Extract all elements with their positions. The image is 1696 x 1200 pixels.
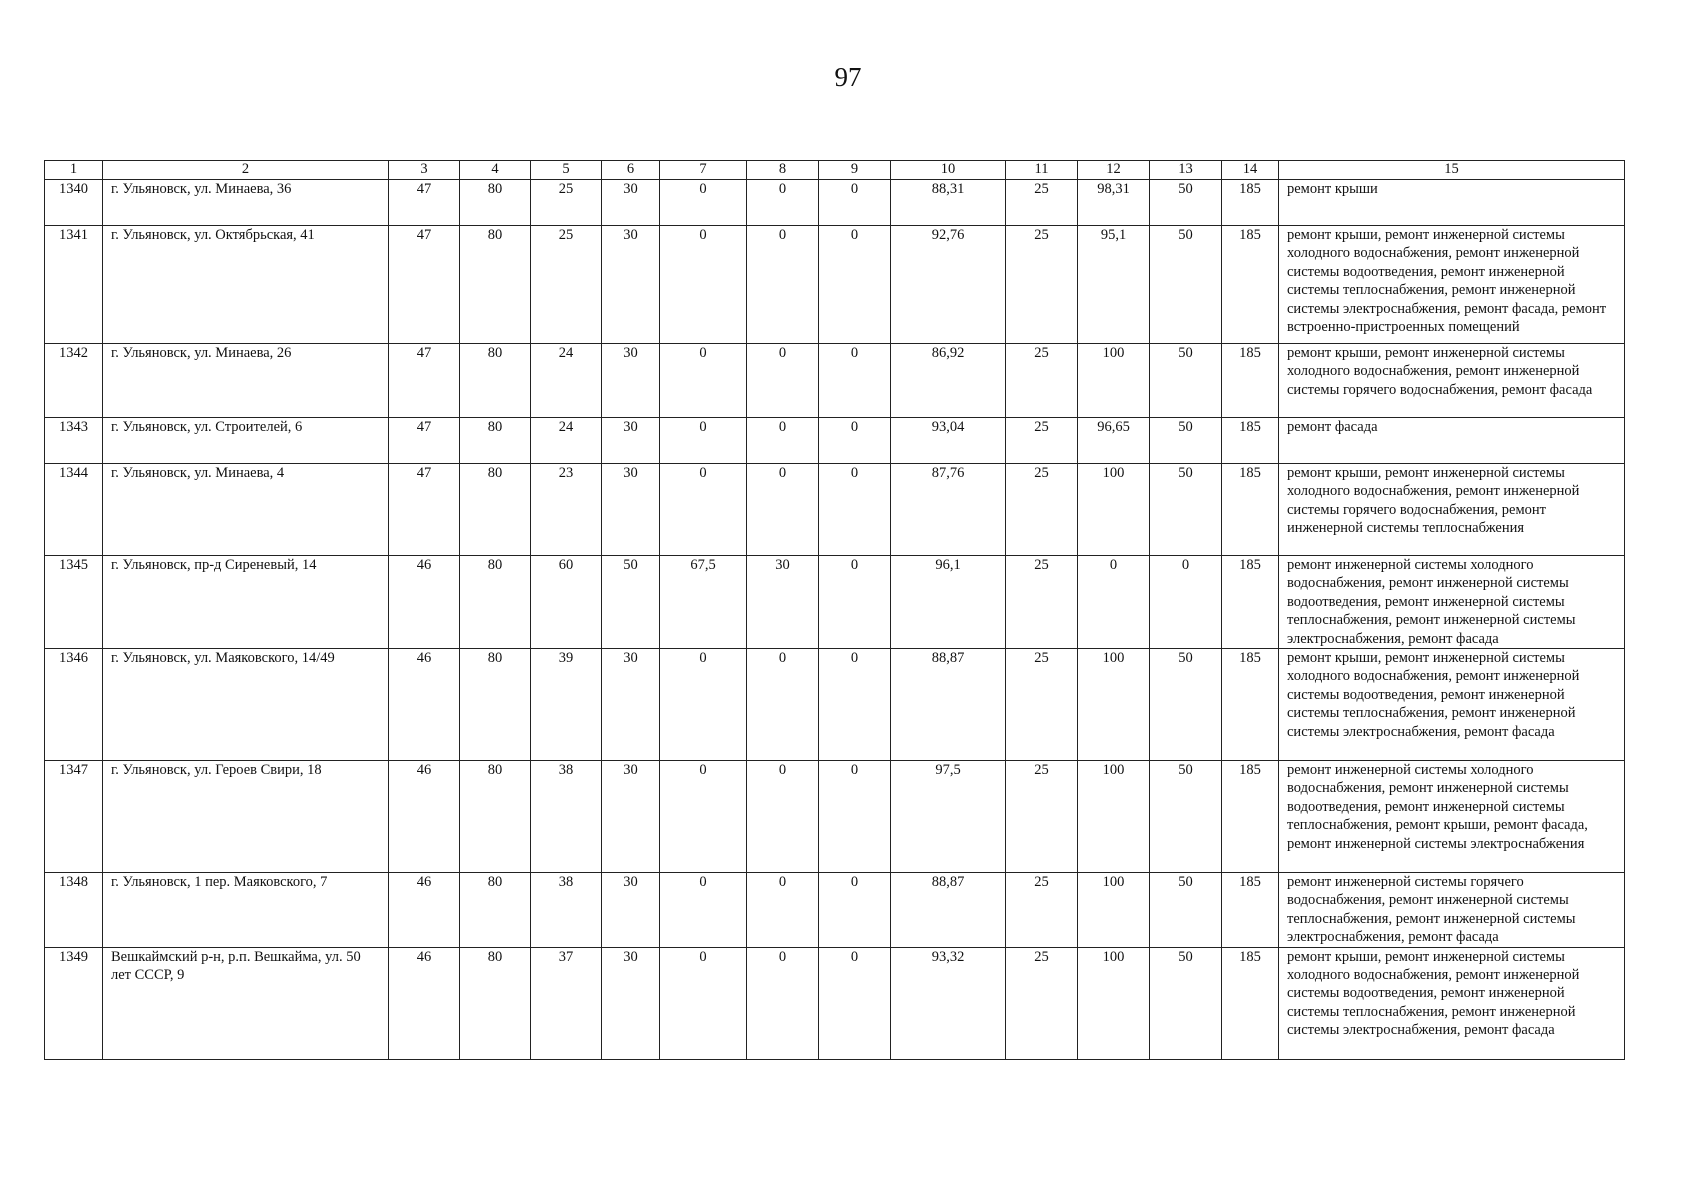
col-5-cell: 38 xyxy=(531,761,602,873)
col-10-cell: 93,32 xyxy=(891,947,1006,1059)
col-14-cell: 185 xyxy=(1222,761,1279,873)
row-number-cell: 1342 xyxy=(45,344,103,418)
col-3-cell: 47 xyxy=(389,418,460,464)
col-11-cell: 25 xyxy=(1006,873,1078,948)
col-6-cell: 50 xyxy=(602,556,660,649)
col-6-cell: 30 xyxy=(602,180,660,226)
col-12-cell: 100 xyxy=(1078,947,1150,1059)
col-10-cell: 96,1 xyxy=(891,556,1006,649)
col-12-cell: 100 xyxy=(1078,464,1150,556)
col-14-cell: 185 xyxy=(1222,649,1279,761)
column-header: 2 xyxy=(103,161,389,180)
works-list-cell: ремонт крыши, ремонт инженерной системы холодного водоснабжения, ремонт инженерной системы горячего водоснабжения, ремонт фасада xyxy=(1279,344,1625,418)
address-cell: г. Ульяновск, ул. Героев Свири, 18 xyxy=(103,761,389,873)
row-number-cell: 1346 xyxy=(45,649,103,761)
col-14-cell: 185 xyxy=(1222,947,1279,1059)
column-header: 10 xyxy=(891,161,1006,180)
row-number-cell: 1340 xyxy=(45,180,103,226)
table-row xyxy=(45,761,1625,873)
col-6-cell: 30 xyxy=(602,344,660,418)
column-header: 13 xyxy=(1150,161,1222,180)
col-7-cell: 0 xyxy=(660,873,747,948)
col-4-cell: 80 xyxy=(460,464,531,556)
table-row xyxy=(45,649,1625,761)
column-header: 9 xyxy=(819,161,891,180)
address-cell: г. Ульяновск, ул. Минаева, 26 xyxy=(103,344,389,418)
col-3-cell: 47 xyxy=(389,226,460,344)
col-14-cell: 185 xyxy=(1222,344,1279,418)
address-cell: г. Ульяновск, ул. Октябрьская, 41 xyxy=(103,226,389,344)
col-7-cell: 0 xyxy=(660,418,747,464)
col-8-cell: 0 xyxy=(747,464,819,556)
col-8-cell: 0 xyxy=(747,873,819,948)
col-4-cell: 80 xyxy=(460,873,531,948)
column-header: 3 xyxy=(389,161,460,180)
column-header: 5 xyxy=(531,161,602,180)
column-header: 6 xyxy=(602,161,660,180)
col-12-cell: 100 xyxy=(1078,649,1150,761)
table-row xyxy=(45,464,1625,556)
col-7-cell: 0 xyxy=(660,464,747,556)
col-9-cell: 0 xyxy=(819,761,891,873)
col-8-cell: 0 xyxy=(747,649,819,761)
col-5-cell: 25 xyxy=(531,226,602,344)
col-4-cell: 80 xyxy=(460,344,531,418)
column-header: 11 xyxy=(1006,161,1078,180)
col-10-cell: 87,76 xyxy=(891,464,1006,556)
column-header: 8 xyxy=(747,161,819,180)
col-4-cell: 80 xyxy=(460,418,531,464)
col-11-cell: 25 xyxy=(1006,418,1078,464)
row-number-cell: 1344 xyxy=(45,464,103,556)
col-11-cell: 25 xyxy=(1006,344,1078,418)
address-cell: г. Ульяновск, ул. Минаева, 36 xyxy=(103,180,389,226)
col-10-cell: 97,5 xyxy=(891,761,1006,873)
col-10-cell: 92,76 xyxy=(891,226,1006,344)
col-12-cell: 0 xyxy=(1078,556,1150,649)
row-number-cell: 1348 xyxy=(45,873,103,948)
row-number-cell: 1347 xyxy=(45,761,103,873)
col-13-cell: 50 xyxy=(1150,418,1222,464)
works-list-cell: ремонт фасада xyxy=(1279,418,1625,464)
col-5-cell: 23 xyxy=(531,464,602,556)
col-6-cell: 30 xyxy=(602,873,660,948)
col-6-cell: 30 xyxy=(602,761,660,873)
row-number-cell: 1345 xyxy=(45,556,103,649)
col-8-cell: 0 xyxy=(747,947,819,1059)
col-7-cell: 0 xyxy=(660,344,747,418)
col-13-cell: 50 xyxy=(1150,873,1222,948)
col-5-cell: 25 xyxy=(531,180,602,226)
col-13-cell: 50 xyxy=(1150,761,1222,873)
col-10-cell: 86,92 xyxy=(891,344,1006,418)
col-5-cell: 37 xyxy=(531,947,602,1059)
col-4-cell: 80 xyxy=(460,556,531,649)
col-3-cell: 46 xyxy=(389,649,460,761)
col-10-cell: 88,87 xyxy=(891,873,1006,948)
col-7-cell: 0 xyxy=(660,947,747,1059)
col-5-cell: 60 xyxy=(531,556,602,649)
col-5-cell: 38 xyxy=(531,873,602,948)
col-13-cell: 50 xyxy=(1150,649,1222,761)
table-row xyxy=(45,180,1625,226)
col-13-cell: 50 xyxy=(1150,180,1222,226)
row-number-cell: 1349 xyxy=(45,947,103,1059)
col-13-cell: 50 xyxy=(1150,947,1222,1059)
works-list-cell: ремонт крыши, ремонт инженерной системы холодного водоснабжения, ремонт инженерной системы водоотведения, ремонт инженерной системы теплоснабжения, ремонт инженерной системы электроснабжения, ремонт фасада, ремонт встроенно-пристроенных помещений xyxy=(1279,226,1625,344)
col-7-cell: 0 xyxy=(660,226,747,344)
col-12-cell: 100 xyxy=(1078,344,1150,418)
row-number-cell: 1341 xyxy=(45,226,103,344)
col-11-cell: 25 xyxy=(1006,556,1078,649)
col-14-cell: 185 xyxy=(1222,464,1279,556)
table-row xyxy=(45,873,1625,948)
column-header: 12 xyxy=(1078,161,1150,180)
address-cell: г. Ульяновск, ул. Минаева, 4 xyxy=(103,464,389,556)
page-number: 97 xyxy=(834,62,862,92)
col-6-cell: 30 xyxy=(602,464,660,556)
col-4-cell: 80 xyxy=(460,226,531,344)
col-10-cell: 88,31 xyxy=(891,180,1006,226)
col-3-cell: 46 xyxy=(389,873,460,948)
address-cell: г. Ульяновск, ул. Строителей, 6 xyxy=(103,418,389,464)
col-11-cell: 25 xyxy=(1006,649,1078,761)
col-11-cell: 25 xyxy=(1006,947,1078,1059)
col-6-cell: 30 xyxy=(602,418,660,464)
col-13-cell: 50 xyxy=(1150,344,1222,418)
works-list-cell: ремонт инженерной системы холодного водоснабжения, ремонт инженерной системы водоотведения, ремонт инженерной системы теплоснабжения, ремонт крыши, ремонт фасада, ремонт инженерной системы электроснабжения xyxy=(1279,761,1625,873)
column-header: 15 xyxy=(1279,161,1625,180)
works-list-cell: ремонт инженерной системы горячего водоснабжения, ремонт инженерной системы теплоснабжения, ремонт инженерной системы электроснабжения, ремонт фасада xyxy=(1279,873,1625,948)
col-12-cell: 100 xyxy=(1078,873,1150,948)
address-cell: г. Ульяновск, 1 пер. Маяковского, 7 xyxy=(103,873,389,948)
col-8-cell: 0 xyxy=(747,761,819,873)
col-8-cell: 30 xyxy=(747,556,819,649)
header-row xyxy=(45,161,1625,180)
column-header: 1 xyxy=(45,161,103,180)
works-list-cell: ремонт инженерной системы холодного водоснабжения, ремонт инженерной системы водоотведения, ремонт инженерной системы теплоснабжения, ремонт инженерной системы электроснабжения, ремонт фасада xyxy=(1279,556,1625,649)
col-8-cell: 0 xyxy=(747,418,819,464)
col-11-cell: 25 xyxy=(1006,761,1078,873)
table-row xyxy=(45,226,1625,344)
col-11-cell: 25 xyxy=(1006,226,1078,344)
col-6-cell: 30 xyxy=(602,947,660,1059)
col-11-cell: 25 xyxy=(1006,180,1078,226)
col-3-cell: 46 xyxy=(389,761,460,873)
col-3-cell: 47 xyxy=(389,344,460,418)
col-3-cell: 46 xyxy=(389,556,460,649)
column-header: 14 xyxy=(1222,161,1279,180)
col-9-cell: 0 xyxy=(819,226,891,344)
table-row xyxy=(45,418,1625,464)
column-header: 7 xyxy=(660,161,747,180)
col-9-cell: 0 xyxy=(819,947,891,1059)
address-cell: Вешкаймский р-н, р.п. Вешкайма, ул. 50 лет СССР, 9 xyxy=(103,947,389,1059)
address-cell: г. Ульяновск, пр-д Сиреневый, 14 xyxy=(103,556,389,649)
col-14-cell: 185 xyxy=(1222,418,1279,464)
col-8-cell: 0 xyxy=(747,226,819,344)
col-9-cell: 0 xyxy=(819,556,891,649)
register-table xyxy=(44,160,1625,1060)
works-list-cell: ремонт крыши, ремонт инженерной системы холодного водоснабжения, ремонт инженерной системы водоотведения, ремонт инженерной системы теплоснабжения, ремонт инженерной системы электроснабжения, ремонт фасада xyxy=(1279,649,1625,761)
address-cell: г. Ульяновск, ул. Маяковского, 14/49 xyxy=(103,649,389,761)
col-12-cell: 100 xyxy=(1078,761,1150,873)
col-8-cell: 0 xyxy=(747,180,819,226)
col-14-cell: 185 xyxy=(1222,556,1279,649)
col-8-cell: 0 xyxy=(747,344,819,418)
col-13-cell: 50 xyxy=(1150,226,1222,344)
col-11-cell: 25 xyxy=(1006,464,1078,556)
col-4-cell: 80 xyxy=(460,947,531,1059)
col-9-cell: 0 xyxy=(819,464,891,556)
col-5-cell: 24 xyxy=(531,344,602,418)
col-14-cell: 185 xyxy=(1222,873,1279,948)
col-10-cell: 93,04 xyxy=(891,418,1006,464)
col-7-cell: 0 xyxy=(660,649,747,761)
col-14-cell: 185 xyxy=(1222,226,1279,344)
col-7-cell: 0 xyxy=(660,761,747,873)
col-5-cell: 24 xyxy=(531,418,602,464)
table-row xyxy=(45,344,1625,418)
col-4-cell: 80 xyxy=(460,180,531,226)
col-9-cell: 0 xyxy=(819,649,891,761)
col-6-cell: 30 xyxy=(602,226,660,344)
row-number-cell: 1343 xyxy=(45,418,103,464)
col-5-cell: 39 xyxy=(531,649,602,761)
col-3-cell: 47 xyxy=(389,180,460,226)
col-13-cell: 50 xyxy=(1150,464,1222,556)
works-list-cell: ремонт крыши, ремонт инженерной системы холодного водоснабжения, ремонт инженерной системы горячего водоснабжения, ремонт инженерной системы теплоснабжения xyxy=(1279,464,1625,556)
col-9-cell: 0 xyxy=(819,180,891,226)
col-12-cell: 96,65 xyxy=(1078,418,1150,464)
table-row xyxy=(45,947,1625,1059)
col-7-cell: 0 xyxy=(660,180,747,226)
col-10-cell: 88,87 xyxy=(891,649,1006,761)
works-list-cell: ремонт крыши xyxy=(1279,180,1625,226)
col-9-cell: 0 xyxy=(819,873,891,948)
col-12-cell: 98,31 xyxy=(1078,180,1150,226)
works-list-cell: ремонт крыши, ремонт инженерной системы холодного водоснабжения, ремонт инженерной системы водоотведения, ремонт инженерной системы теплоснабжения, ремонт инженерной системы электроснабжения, ремонт фасада xyxy=(1279,947,1625,1059)
col-13-cell: 0 xyxy=(1150,556,1222,649)
column-header: 4 xyxy=(460,161,531,180)
col-9-cell: 0 xyxy=(819,418,891,464)
col-7-cell: 67,5 xyxy=(660,556,747,649)
col-12-cell: 95,1 xyxy=(1078,226,1150,344)
col-14-cell: 185 xyxy=(1222,180,1279,226)
col-3-cell: 47 xyxy=(389,464,460,556)
col-4-cell: 80 xyxy=(460,649,531,761)
col-9-cell: 0 xyxy=(819,344,891,418)
table-row xyxy=(45,556,1625,649)
col-4-cell: 80 xyxy=(460,761,531,873)
col-3-cell: 46 xyxy=(389,947,460,1059)
col-6-cell: 30 xyxy=(602,649,660,761)
